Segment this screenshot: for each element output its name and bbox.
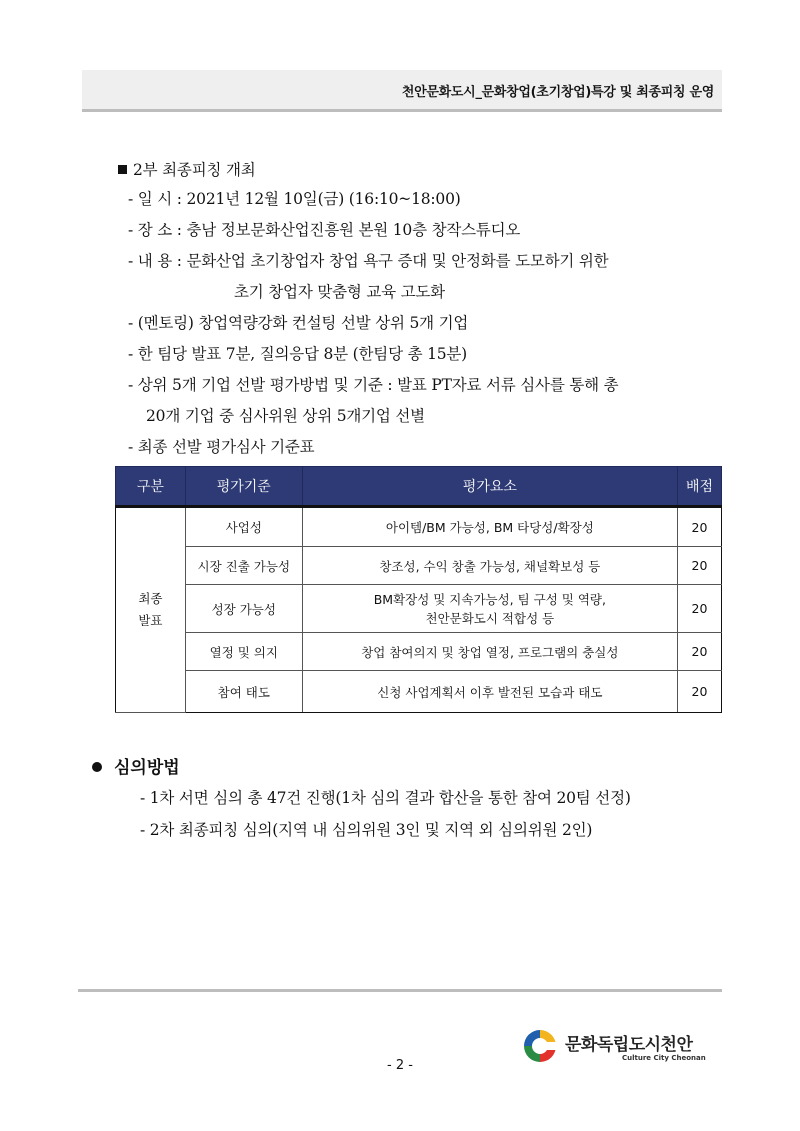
- criteria-table-caption: - 최종 선발 평가심사 기준표: [128, 438, 315, 456]
- review-item-2: - 2차 최종피칭 심의(지역 내 심의위원 3인 및 지역 외 심의위원 2인): [140, 821, 593, 839]
- header-criterion: 평가기준: [185, 467, 302, 507]
- content-line: - 내 용 : 문화산업 초기창업자 창업 욕구 증대 및 안정화를 도모하기 위한: [128, 252, 609, 270]
- table-row: [116, 547, 722, 585]
- criterion-cell: 열정 및 의지: [185, 633, 302, 671]
- table-row: [116, 671, 722, 713]
- section-title: 2부 최종피칭 개최: [118, 158, 256, 180]
- selection-method-line-cont: 20개 기업 중 심사위원 상위 5개기업 선별: [146, 407, 425, 425]
- element-cell: 창업 참여의지 및 창업 열정, 프로그램의 충실성: [302, 633, 677, 671]
- content-line-cont: 초기 창업자 맞춤형 교육 고도화: [234, 283, 445, 301]
- score-cell: 20: [678, 547, 722, 585]
- element-cell: BM확장성 및 지속가능성, 팀 구성 및 역량, 천안문화도시 적합성 등: [302, 585, 677, 633]
- table-row: [116, 507, 722, 547]
- element-cell: 아이템/BM 가능성, BM 타당성/확장성: [302, 507, 677, 547]
- date-line: - 일 시 : 2021년 12월 10일(금) (16:10~18:00): [128, 190, 461, 208]
- page-number: - 2 -: [387, 1058, 413, 1073]
- score-cell: 20: [678, 585, 722, 633]
- review-method-heading: 심의방법: [92, 753, 180, 778]
- table-header-row: [116, 467, 722, 507]
- table-row: [116, 585, 722, 633]
- selection-method-line: - 상위 5개 기업 선발 평가방법 및 기준 : 발표 PT자료 서류 심사를 통해 총: [128, 376, 619, 394]
- header-category: 구분: [116, 467, 186, 507]
- score-cell: 20: [678, 671, 722, 713]
- footer-divider: [78, 989, 722, 992]
- logo-text: 문화독립도시천안: [565, 1035, 693, 1055]
- square-bullet-icon: [118, 165, 127, 174]
- group-cell: 최종 발표: [116, 507, 186, 713]
- criterion-cell: 성장 가능성: [185, 585, 302, 633]
- element-cell: 신청 사업계획서 이후 발전된 모습과 태도: [302, 671, 677, 713]
- table-row: [116, 633, 722, 671]
- presentation-time-line: - 한 팀당 발표 7분, 질의응답 8분 (한팀당 총 15분): [128, 345, 468, 363]
- header-score: 배점: [678, 467, 722, 507]
- evaluation-table: [115, 466, 722, 713]
- element-cell: 창조성, 수익 창출 가능성, 채널확보성 등: [302, 547, 677, 585]
- score-cell: 20: [678, 507, 722, 547]
- logo-subtext: Culture City Cheonan: [622, 1054, 706, 1062]
- score-cell: 20: [678, 633, 722, 671]
- review-item-1: - 1차 서면 심의 총 47건 진행(1차 심의 결과 합산을 통한 참여 20팀 선정): [140, 789, 631, 807]
- criterion-cell: 시장 진출 가능성: [185, 547, 302, 585]
- mentoring-line: - (멘토링) 창업역량강화 컨설팅 선발 상위 5개 기업: [128, 314, 469, 332]
- criterion-cell: 참여 태도: [185, 671, 302, 713]
- header-title: 천안문화도시_문화창업(초기창업)특강 및 최종피칭 운영: [401, 85, 714, 100]
- place-line: - 장 소 : 충남 정보문화산업진흥원 본원 10층 창작스튜디오: [128, 221, 521, 239]
- bullet-dot-icon: [92, 762, 102, 772]
- header-element: 평가요소: [302, 467, 677, 507]
- criterion-cell: 사업성: [185, 507, 302, 547]
- page-header: [82, 70, 722, 112]
